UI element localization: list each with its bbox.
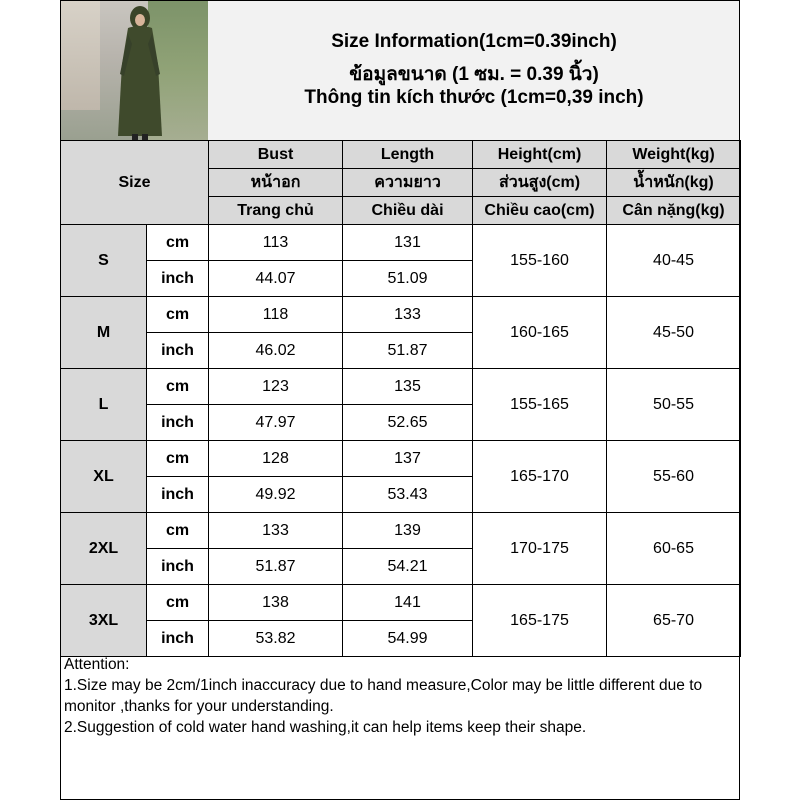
weight-range: 60-65 bbox=[607, 513, 741, 585]
bust-cm: 118 bbox=[209, 297, 343, 333]
size-chart-sheet bbox=[60, 0, 740, 800]
unit-inch: inch bbox=[147, 405, 209, 441]
bust-inch: 49.92 bbox=[209, 477, 343, 513]
hooded-dress-figure bbox=[110, 4, 170, 140]
unit-cm: cm bbox=[147, 441, 209, 477]
height-range: 170-175 bbox=[473, 513, 607, 585]
size-cell: M bbox=[61, 297, 147, 369]
col-length-th: ความยาว bbox=[343, 169, 473, 197]
height-range: 155-165 bbox=[473, 369, 607, 441]
bust-cm: 128 bbox=[209, 441, 343, 477]
length-cm: 131 bbox=[343, 225, 473, 261]
col-weight-vi: Cân nặng(kg) bbox=[607, 197, 741, 225]
length-cm: 139 bbox=[343, 513, 473, 549]
height-range: 160-165 bbox=[473, 297, 607, 369]
length-inch: 53.43 bbox=[343, 477, 473, 513]
table-row bbox=[61, 225, 741, 261]
size-cell: 2XL bbox=[61, 513, 147, 585]
table-row bbox=[61, 369, 741, 405]
weight-range: 50-55 bbox=[607, 369, 741, 441]
col-length-vi: Chiều dài bbox=[343, 197, 473, 225]
weight-range: 45-50 bbox=[607, 297, 741, 369]
title-vietnamese: Thông tin kích thước (1cm=0,39 inch) bbox=[304, 87, 644, 108]
unit-inch: inch bbox=[147, 477, 209, 513]
length-cm: 137 bbox=[343, 441, 473, 477]
size-cell: L bbox=[61, 369, 147, 441]
weight-range: 65-70 bbox=[607, 585, 741, 657]
size-cell: S bbox=[61, 225, 147, 297]
bust-cm: 123 bbox=[209, 369, 343, 405]
bust-cm: 113 bbox=[209, 225, 343, 261]
col-bust-vi: Trang chủ bbox=[209, 197, 343, 225]
length-inch: 54.99 bbox=[343, 621, 473, 657]
bust-inch: 44.07 bbox=[209, 261, 343, 297]
product-photo bbox=[60, 0, 208, 140]
table-row bbox=[61, 585, 741, 621]
col-bust-en: Bust bbox=[209, 141, 343, 169]
table-row bbox=[61, 297, 741, 333]
col-bust-th: หน้าอก bbox=[209, 169, 343, 197]
header-row-english bbox=[61, 141, 741, 169]
length-inch: 54.21 bbox=[343, 549, 473, 585]
height-range: 165-170 bbox=[473, 441, 607, 513]
unit-cm: cm bbox=[147, 297, 209, 333]
unit-inch: inch bbox=[147, 549, 209, 585]
length-cm: 141 bbox=[343, 585, 473, 621]
title-english: Size Information(1cm=0.39inch) bbox=[331, 31, 617, 52]
weight-range: 40-45 bbox=[607, 225, 741, 297]
size-cell: XL bbox=[61, 441, 147, 513]
height-range: 155-160 bbox=[473, 225, 607, 297]
photo-background-building bbox=[60, 0, 100, 110]
length-cm: 133 bbox=[343, 297, 473, 333]
attention-note-2: 2.Suggestion of cold water hand washing,it can help items keep their shape. bbox=[64, 719, 587, 736]
length-inch: 51.87 bbox=[343, 333, 473, 369]
attention-notes bbox=[60, 652, 740, 800]
title-box bbox=[208, 0, 740, 140]
unit-inch: inch bbox=[147, 261, 209, 297]
bust-inch: 53.82 bbox=[209, 621, 343, 657]
header bbox=[60, 0, 740, 140]
attention-heading: Attention: bbox=[64, 656, 130, 673]
table-row bbox=[61, 513, 741, 549]
bust-cm: 133 bbox=[209, 513, 343, 549]
table-row bbox=[61, 441, 741, 477]
size-header: Size bbox=[61, 141, 209, 225]
length-inch: 52.65 bbox=[343, 405, 473, 441]
weight-range: 55-60 bbox=[607, 441, 741, 513]
title-thai: ข้อมูลขนาด (1 ซม. = 0.39 นิ้ว) bbox=[349, 64, 599, 85]
unit-cm: cm bbox=[147, 585, 209, 621]
bust-inch: 47.97 bbox=[209, 405, 343, 441]
unit-cm: cm bbox=[147, 369, 209, 405]
unit-cm: cm bbox=[147, 225, 209, 261]
unit-cm: cm bbox=[147, 513, 209, 549]
unit-inch: inch bbox=[147, 621, 209, 657]
bust-inch: 46.02 bbox=[209, 333, 343, 369]
length-inch: 51.09 bbox=[343, 261, 473, 297]
height-range: 165-175 bbox=[473, 585, 607, 657]
bust-cm: 138 bbox=[209, 585, 343, 621]
col-height-vi: Chiều cao(cm) bbox=[473, 197, 607, 225]
unit-inch: inch bbox=[147, 333, 209, 369]
col-weight-en: Weight(kg) bbox=[607, 141, 741, 169]
size-table bbox=[60, 140, 741, 657]
length-cm: 135 bbox=[343, 369, 473, 405]
col-height-th: ส่วนสูง(cm) bbox=[473, 169, 607, 197]
col-height-en: Height(cm) bbox=[473, 141, 607, 169]
bust-inch: 51.87 bbox=[209, 549, 343, 585]
size-cell: 3XL bbox=[61, 585, 147, 657]
col-weight-th: น้ำหนัก(kg) bbox=[607, 169, 741, 197]
attention-note-1: 1.Size may be 2cm/1inch inaccuracy due to hand measure,Color may be little different due to monitor ,thanks for your understanding. bbox=[64, 677, 703, 715]
col-length-en: Length bbox=[343, 141, 473, 169]
